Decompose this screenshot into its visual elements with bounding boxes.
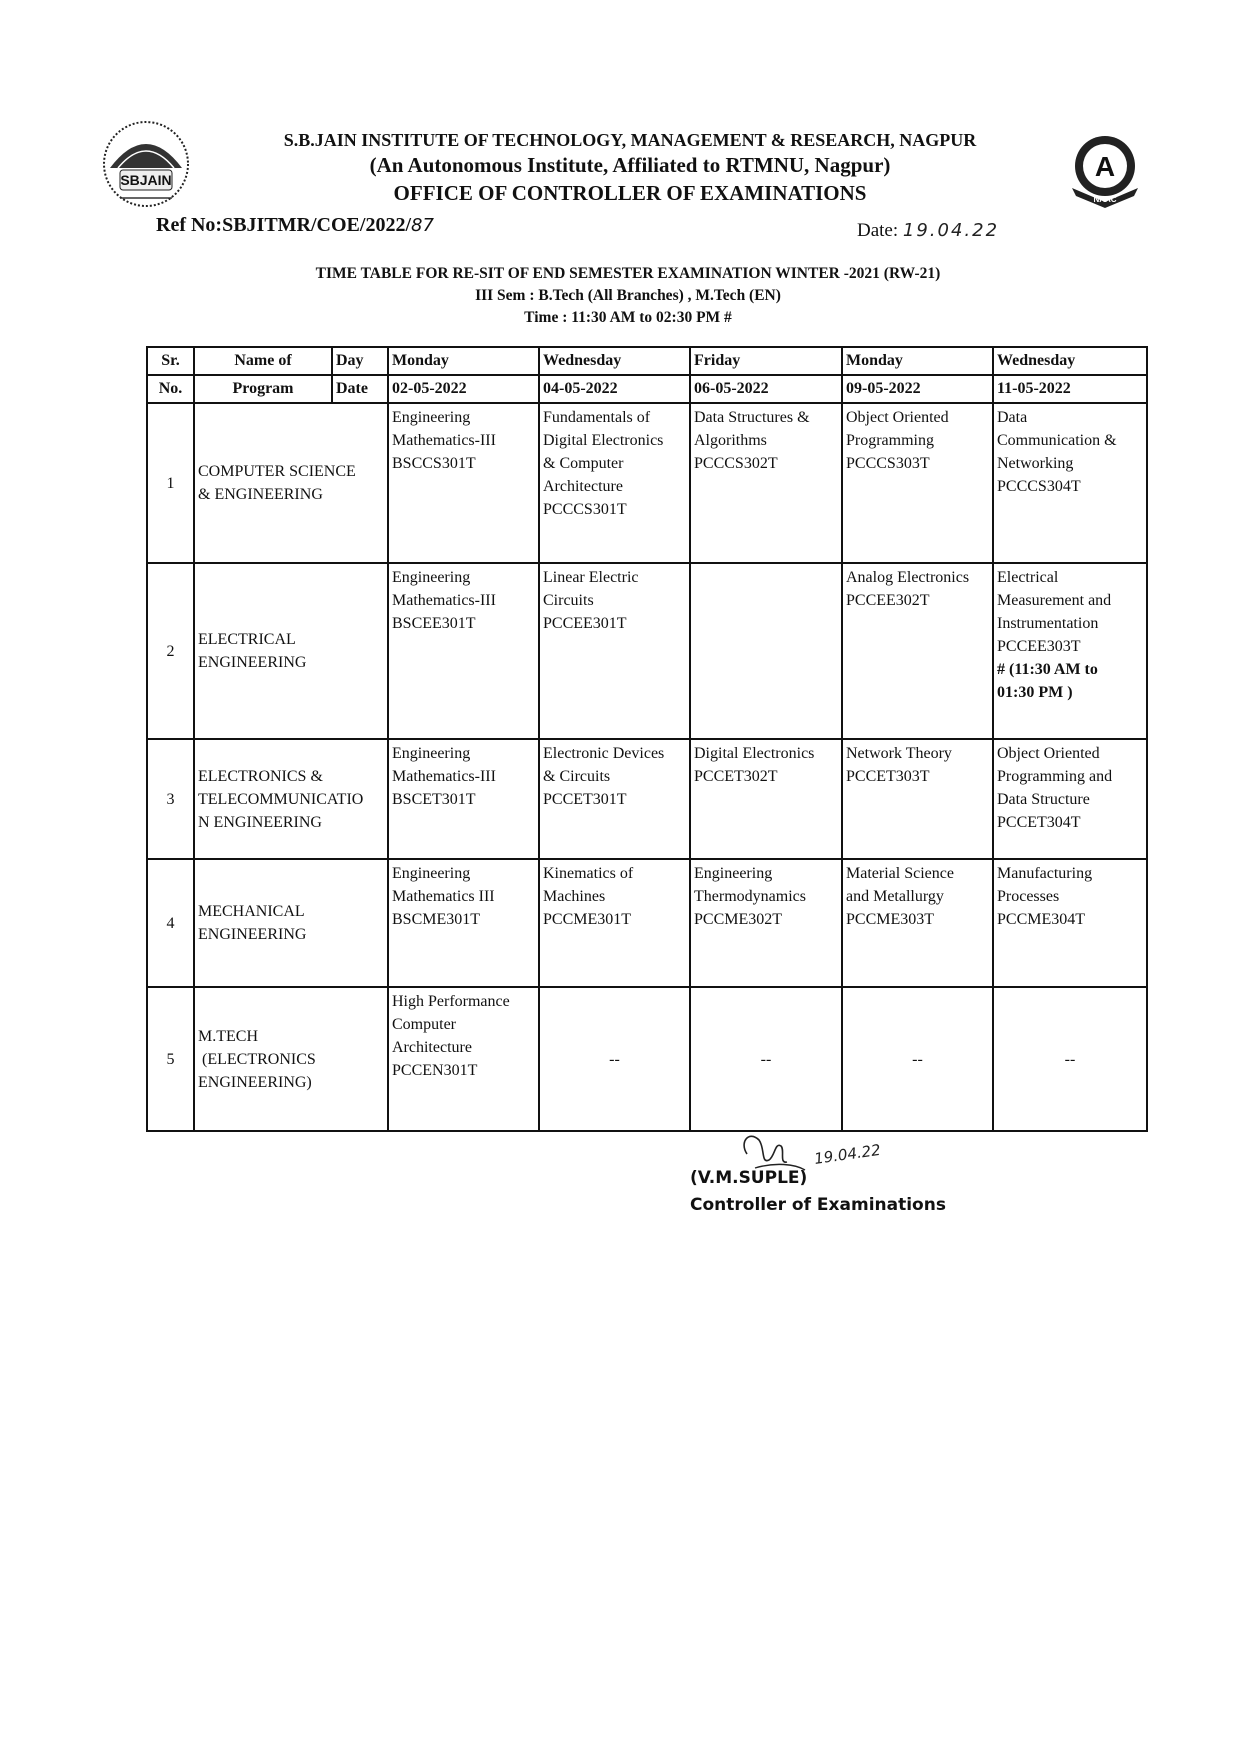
exam-paper-cell: [993, 563, 1147, 739]
program-name-line: TELECOMMUNICATIO: [198, 790, 364, 808]
signatory-designation: Controller of Examinations: [690, 1195, 946, 1215]
date-label-cell: Date: [332, 375, 388, 403]
paper-title-line: Manufacturing: [997, 865, 1093, 882]
program-name-line: ENGINEERING: [198, 926, 307, 943]
paper-title-line: Measurement and: [997, 592, 1112, 609]
exam-paper-cell: [993, 403, 1147, 563]
paper-title-line: Thermodynamics: [694, 888, 806, 905]
paper-title-line: Analog Electronics: [846, 569, 970, 586]
paper-code: PCCCS304T: [997, 478, 1081, 495]
document-date: [857, 220, 999, 242]
serial-number: 3: [147, 739, 194, 859]
paper-title-line: Architecture: [543, 478, 623, 495]
paper-title-line: Mathematics-III: [392, 432, 496, 449]
paper-title-line: Object Oriented: [997, 745, 1100, 762]
day-1: Monday: [388, 347, 539, 375]
program-header-top: Name of: [194, 347, 332, 375]
paper-code: PCCME301T: [543, 911, 632, 928]
paper-code: PCCET303T: [846, 768, 930, 785]
serial-number: 1: [147, 403, 194, 563]
program-name: [194, 403, 388, 563]
paper-title-line: Architecture: [392, 1039, 472, 1056]
paper-code: PCCET302T: [694, 768, 778, 785]
program-name-line: ENGINEERING): [198, 1073, 312, 1091]
paper-title-line: Engineering: [392, 409, 471, 426]
paper-code: BSCET301T: [392, 791, 476, 808]
empty-paper-marker: --: [993, 987, 1147, 1131]
paper-title-line: Engineering: [392, 865, 471, 882]
paper-title-line: Computer: [392, 1016, 456, 1033]
paper-title-line: Linear Electric: [543, 569, 639, 586]
empty-paper-marker: --: [842, 987, 993, 1131]
paper-title-line: Processes: [997, 888, 1060, 905]
paper-code: BSCEE301T: [392, 615, 476, 632]
program-name: [194, 563, 388, 739]
paper-title-line: Network Theory: [846, 745, 952, 762]
exam-paper-cell: [842, 403, 993, 563]
timetable-title: TIME TABLE FOR RE-SIT OF END SEMESTER EXAMINATION WINTER -2021 (RW-21): [315, 265, 941, 282]
exam-schedule-table: [146, 346, 1148, 1132]
serial-number: 2: [147, 563, 194, 739]
exam-paper-cell: [388, 859, 539, 987]
exam-paper-cell: [842, 739, 993, 859]
paper-title-line: Material Science: [846, 865, 954, 882]
exam-paper-cell: [388, 739, 539, 859]
paper-title-line: Engineering: [392, 745, 471, 762]
program-name-line: MECHANICAL: [198, 903, 305, 920]
paper-code: BSCME301T: [392, 911, 481, 928]
exam-paper-cell: [690, 859, 842, 987]
paper-title-line: & Computer: [543, 455, 624, 472]
date-label: Date:: [857, 220, 899, 241]
paper-title-line: Engineering: [392, 569, 471, 586]
paper-title-line: Electrical: [997, 569, 1059, 586]
empty-paper-marker: --: [690, 987, 842, 1131]
paper-title-line: Mathematics-III: [392, 768, 496, 785]
sr-header-top: Sr.: [147, 347, 194, 375]
paper-title-line: Machines: [543, 888, 606, 905]
timetable-subtitle: III Sem : B.Tech (All Branches) , M.Tech (EN): [475, 287, 781, 304]
paper-title-line: Programming: [846, 432, 934, 449]
exam-paper-cell: [993, 739, 1147, 859]
program-name: [194, 859, 388, 987]
paper-title-line: Electronic Devices: [543, 745, 665, 762]
date-2: 04-05-2022: [539, 375, 690, 403]
paper-title-line: Object Oriented: [846, 409, 949, 426]
exam-paper-cell: [539, 403, 690, 563]
paper-code: PCCME302T: [694, 911, 783, 928]
exam-paper-cell: [993, 859, 1147, 987]
paper-title-line: Programming and: [997, 768, 1113, 785]
date-3: 06-05-2022: [690, 375, 842, 403]
logo-left-text: SBJAIN: [120, 172, 172, 188]
schedule-row: [147, 403, 1147, 563]
paper-title-line: Kinematics of: [543, 865, 634, 882]
program-name-line: ELECTRONICS &: [198, 767, 323, 785]
serial-number: 4: [147, 859, 194, 987]
office-name: OFFICE OF CONTROLLER OF EXAMINATIONS: [393, 181, 867, 205]
date-1: 02-05-2022: [388, 375, 539, 403]
date-5: 11-05-2022: [993, 375, 1147, 403]
day-2: Wednesday: [539, 347, 690, 375]
schedule-row: [147, 739, 1147, 859]
date-handwritten-value: 19.04.22: [902, 220, 1000, 241]
paper-title-line: Mathematics-III: [392, 592, 496, 609]
paper-code: PCCEN301T: [392, 1062, 478, 1079]
program-name-line: ELECTRICAL: [198, 631, 296, 648]
program-name: [194, 987, 388, 1131]
day-3: Friday: [690, 347, 842, 375]
program-name: [194, 739, 388, 859]
exam-paper-cell: [842, 859, 993, 987]
paper-code: PCCEE303T: [997, 638, 1081, 655]
paper-title-line: Digital Electronics: [543, 432, 664, 449]
paper-code: PCCEE302T: [846, 592, 930, 609]
header-row-dates: [147, 375, 1147, 403]
exam-paper-cell: [388, 403, 539, 563]
program-name-line: COMPUTER SCIENCE: [198, 463, 356, 480]
paper-title-line: Data: [997, 409, 1028, 426]
program-name-line: (ELECTRONICS: [198, 1050, 316, 1068]
exam-paper-cell: [690, 563, 842, 739]
exam-paper-cell: [539, 859, 690, 987]
paper-code: PCCEE301T: [543, 615, 627, 632]
exam-paper-cell: [388, 987, 539, 1131]
exam-paper-cell: [539, 563, 690, 739]
exam-paper-cell: [842, 563, 993, 739]
ref-handwritten-number: 87: [411, 215, 434, 236]
empty-paper-marker: --: [539, 987, 690, 1131]
header-row-days: [147, 347, 1147, 375]
day-4: Monday: [842, 347, 993, 375]
paper-title-line: Circuits: [543, 592, 594, 609]
institute-affiliation: (An Autonomous Institute, Affiliated to RTMNU, Nagpur): [369, 153, 891, 177]
reference-number: [156, 214, 434, 237]
paper-title-line: Instrumentation: [997, 615, 1099, 632]
schedule-row: [147, 987, 1147, 1131]
program-name-line: ENGINEERING: [198, 654, 307, 671]
schedule-row: [147, 859, 1147, 987]
ref-label: Ref No:SBJITMR/COE/2022/: [156, 214, 411, 236]
exam-paper-cell: [388, 563, 539, 739]
paper-title-line: & Circuits: [543, 768, 611, 785]
exam-paper-cell: [690, 403, 842, 563]
program-name-line: N ENGINEERING: [198, 813, 322, 831]
sr-header-bottom: No.: [147, 375, 194, 403]
signature-handwritten-date: 19.04.22: [813, 1140, 882, 1168]
paper-code: PCCME303T: [846, 911, 935, 928]
institute-name: S.B.JAIN INSTITUTE OF TECHNOLOGY, MANAGEMENT & RESEARCH, NAGPUR: [283, 130, 977, 150]
program-name-line: & ENGINEERING: [198, 486, 323, 503]
program-header-bottom: Program: [194, 375, 332, 403]
date-4: 09-05-2022: [842, 375, 993, 403]
paper-code: PCCME304T: [997, 911, 1086, 928]
paper-code: BSCCS301T: [392, 455, 476, 472]
program-name-line: M.TECH: [198, 1027, 258, 1045]
time-note-line: # (11:30 AM to: [997, 661, 1098, 678]
paper-title-line: Engineering: [694, 865, 773, 882]
time-note-line: 01:30 PM ): [997, 684, 1073, 701]
paper-title-line: Data Structure: [997, 791, 1090, 808]
paper-code: PCCCS303T: [846, 455, 930, 472]
day-label: Day: [332, 347, 388, 375]
exam-paper-cell: [690, 739, 842, 859]
exam-paper-cell: [539, 739, 690, 859]
naac-label-text: NAAC: [1093, 195, 1117, 204]
signatory-name: (V.M.SUPLE): [690, 1168, 808, 1188]
serial-number: 5: [147, 987, 194, 1131]
paper-code: PCCET301T: [543, 791, 627, 808]
paper-code: PCCCS302T: [694, 455, 778, 472]
paper-title-line: Networking: [997, 455, 1074, 472]
paper-title-line: Mathematics III: [392, 888, 495, 905]
paper-title-line: and Metallurgy: [846, 888, 944, 905]
paper-title-line: Communication &: [997, 432, 1117, 449]
paper-title-line: Digital Electronics: [694, 745, 815, 762]
paper-code: PCCET304T: [997, 814, 1081, 831]
schedule-row: [147, 563, 1147, 739]
timetable-time: Time : 11:30 AM to 02:30 PM #: [524, 309, 732, 326]
naac-grade-text: A: [1094, 151, 1116, 182]
paper-code: PCCCS301T: [543, 501, 627, 518]
paper-title-line: Algorithms: [694, 432, 767, 449]
day-5: Wednesday: [993, 347, 1147, 375]
paper-title-line: High Performance: [392, 993, 510, 1010]
paper-title-line: Data Structures &: [694, 409, 810, 426]
paper-title-line: Fundamentals of: [543, 409, 651, 426]
